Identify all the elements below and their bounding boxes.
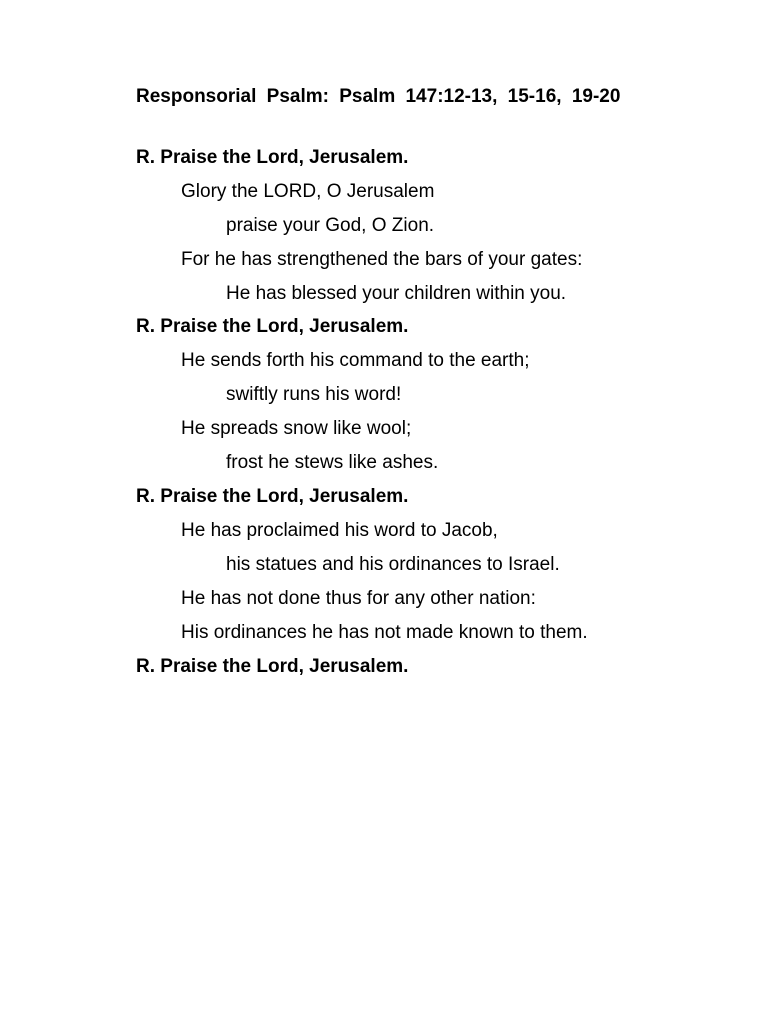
verse-line: He spreads snow like wool; <box>181 418 412 439</box>
verse-line: Glory the LORD, O Jerusalem <box>181 181 435 202</box>
psalm-heading: Responsorial Psalm: Psalm 147:12-13, 15-16, 19-20 <box>136 86 621 107</box>
refrain-line: R. Praise the Lord, Jerusalem. <box>136 656 409 677</box>
verse-line-indented: praise your God, O Zion. <box>226 215 435 236</box>
verse-line: He has proclaimed his word to Jacob, <box>181 520 498 541</box>
verse-line-indented: swiftly runs his word! <box>226 384 402 405</box>
refrain-line: R. Praise the Lord, Jerusalem. <box>136 147 409 168</box>
verse-line-indented: frost he stews like ashes. <box>226 452 439 473</box>
verse-line-indented: his statues and his ordinances to Israel. <box>226 554 560 575</box>
verse-line: For he has strengthened the bars of your gates: <box>181 249 583 270</box>
verse-line: He sends forth his command to the earth; <box>181 350 530 371</box>
verse-line: He has not done thus for any other nation: <box>181 588 536 609</box>
verse-line-indented: He has blessed your children within you. <box>226 283 567 304</box>
verse-line: His ordinances he has not made known to them. <box>181 622 588 643</box>
refrain-line: R. Praise the Lord, Jerusalem. <box>136 486 409 507</box>
refrain-line: R. Praise the Lord, Jerusalem. <box>136 316 409 337</box>
